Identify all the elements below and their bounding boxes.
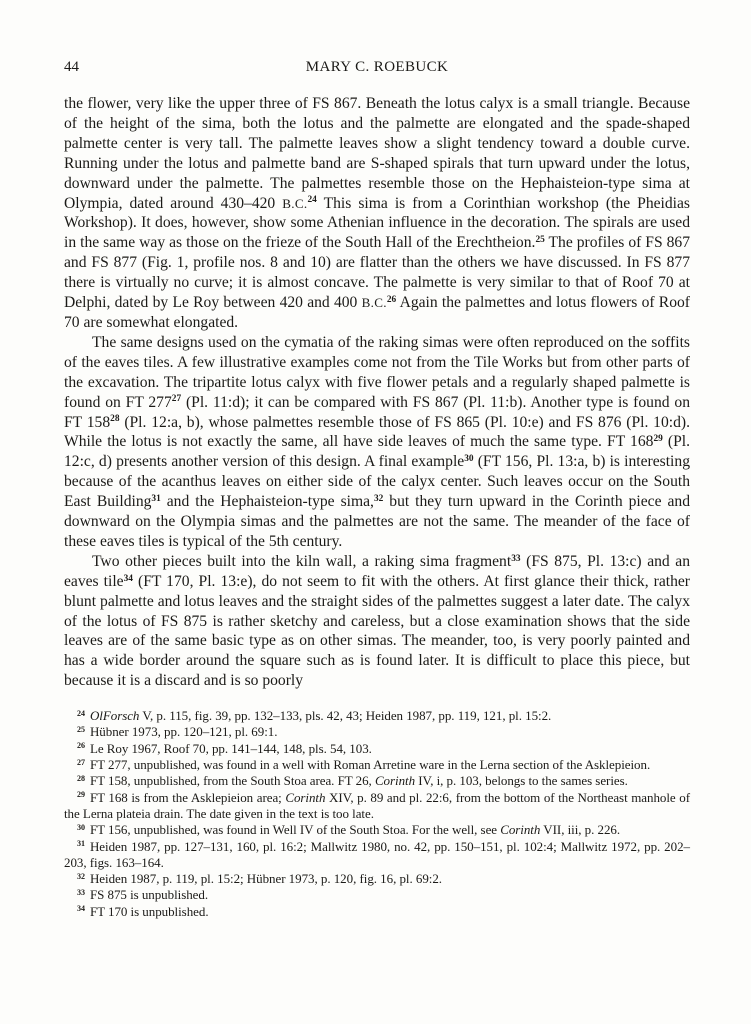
footnote-number: 34 [77, 904, 85, 914]
footnote [64, 724, 690, 740]
footnote-number: 33 [77, 888, 85, 898]
page-number: 44 [64, 59, 79, 75]
footnote [64, 822, 690, 838]
footnote-ref: 26 [386, 294, 397, 305]
footnote-text: OlForsch V, p. 115, fig. 39, pp. 132–133, pls. 42, 43; Heiden 1987, pp. 119, 121, pl. 15:2. [89, 708, 552, 724]
running-head: MARY C. ROEBUCK [305, 59, 449, 75]
footnote-ref: 30 [464, 454, 474, 465]
footnote-ref: 25 [535, 235, 545, 246]
footnote [64, 839, 690, 872]
footnote-ref: 28 [110, 414, 120, 425]
footnote [64, 773, 690, 789]
footnote-text: FT 156, unpublished, was found in Well IV of the South Stoa. For the well, see Corinth VII, iii, p. 226. [89, 822, 621, 838]
footnote-number: 30 [77, 822, 85, 832]
footnote-ref: 34 [123, 573, 133, 584]
footnote-text: Hübner 1973, pp. 120–121, pl. 69:1. [89, 724, 278, 740]
footnote-number: 26 [77, 741, 85, 751]
footnote-ref: 29 [653, 434, 663, 445]
footnote-text: FT 170 is unpublished. [89, 903, 209, 919]
footnote-number: 24 [77, 708, 85, 718]
footnote-number: 27 [77, 757, 85, 767]
footnote-text: FS 875 is unpublished. [89, 887, 209, 903]
footnote-text: Heiden 1987, pp. 127–131, 160, pl. 16:2; Mallwitz 1980, no. 42, pp. 150–151, pl. 102:4; Mallwitz 1972, pp. 202–203, figs. 163–164. [64, 838, 690, 870]
footnote-text: FT 158, unpublished, from the South Stoa area. FT 26, Corinth IV, i, p. 103, belongs to the sames series. [89, 773, 628, 789]
footnote [64, 887, 690, 903]
footnote-text: FT 168 is from the Asklepieion area; Corinth XIV, p. 89 and pl. 22:6, from the bottom of the Northeast manhole of the Lerna plateia drain. The date given in the text is too late. [64, 789, 690, 821]
footnote-number: 28 [77, 773, 85, 783]
footnote [64, 757, 690, 773]
footnote [64, 790, 690, 823]
body-paragraph: the flower, very like the upper three of FS 867. Beneath the lotus calyx is a small triangle. Because of the height of the sima, both the lotus and the palmette are elongated and the spade-shaped palmette center is very tall. The palmette leaves show a slight tendency toward a double curve. Running under the lotus and palmette band are S-shaped spirals that turn upward under the lotus, downward under the palmette. The palmettes resemble those on the Hephaisteion-type sima at Olympia, dated around 430–420 B.C.$^{24}$ This sima is from a Corinthian workshop (the Pheidias Workshop). It does, however, show some Athenian influence in the decoration. The spirals are used in the same way as those on the frieze of the South Hall of the Erechtheion.$^{25}$ The profiles of FS 867 and FS 877 (Fig. 1, profile nos. 8 and 10) are flatter than the others we have discussed. In FS 877 there is virtually no curve; it is almost concave. The palmette is very similar to that of Roof 70 at Delphi, dated by Le Roy between 420 and 400 B.C.$^{26}$ Again the palmettes and lotus flowers of Roof 70 are somewhat elongated. [64, 95, 690, 331]
footnote-number: 32 [77, 871, 85, 881]
footnote-ref: 31 [151, 493, 161, 504]
footnote-number: 29 [77, 790, 85, 800]
footnote [64, 904, 690, 920]
footnote-number: 31 [77, 839, 85, 849]
footnote-text: FT 277, unpublished, was found in a well with Roman Arretine ware in the Lerna section of the Asklepieion. [89, 757, 651, 773]
footnote-text: Heiden 1987, p. 119, pl. 15:2; Hübner 1973, p. 120, fig. 16, pl. 69:2. [89, 871, 442, 887]
body-paragraph: Two other pieces built into the kiln wall, a raking sima fragment$^{33}$ (FS 875, Pl. 13:c) and an eaves tile$^{34}$ (FT 170, Pl. 13:e), do not seem to fit with the others. At first glance their thick, rather blunt palmette and lotus leaves and the straight sides of the palmettes suggest a later date. The calyx of the lotus of FS 875 is rather sketchy and careless, but a close examination shows that the side leaves are of the same basic type as on other simas. The meander, too, is very poorly painted and has a wide border around the square such as is found later. It is difficult to place this piece, but because it is a discard and is so poorly [64, 552, 691, 690]
footnote [64, 871, 690, 887]
footnote-ref: 27 [171, 394, 182, 405]
body-paragraph: The same designs used on the cymatia of the raking simas were often reproduced on the soffits of the eaves tiles. A few illustrative examples come not from the Tile Works but from other parts of the excavation. The tripartite lotus calyx with five flower petals and a regularly shaped palmette is found on FT 277$^{27}$ (Pl. 11:d); it can be compared with FS 867 (Pl. 11:b). Another type is found on FT 158$^{28}$ (Pl. 12:a, b), whose palmettes resemble those of FS 865 (Pl. 10:e) and FS 876 (Pl. 10:d). While the lotus is not exactly the same, all have side leaves of much the same type. FT 168$^{29}$ (Pl. 12:c, d) presents another version of this design. A final example$^{30}$ (FT 156, Pl. 13:a, b) is interesting because of the acanthus leaves on either side of the calyx center. Such leaves occur on the South East Building$^{31}$ and the Hephaisteion-type sima,$^{32}$ but they turn upward in the Corinth piece and downward on the Olympia simas and the palmettes are not the same. The meander of the face of these eaves tiles is typical of the 5th century. [64, 333, 691, 550]
footnote-text: Le Roy 1967, Roof 70, pp. 141–144, 148, pls. 54, 103. [89, 740, 372, 756]
footnote-ref: 24 [307, 195, 317, 206]
footnotes-section [64, 708, 690, 920]
footnote-number: 25 [77, 725, 85, 735]
footnote-ref: 32 [373, 493, 384, 504]
footnote [64, 741, 690, 757]
footnote-ref: 33 [511, 553, 521, 564]
page-header [64, 58, 690, 77]
footnote [64, 708, 690, 724]
article-body [64, 94, 690, 691]
